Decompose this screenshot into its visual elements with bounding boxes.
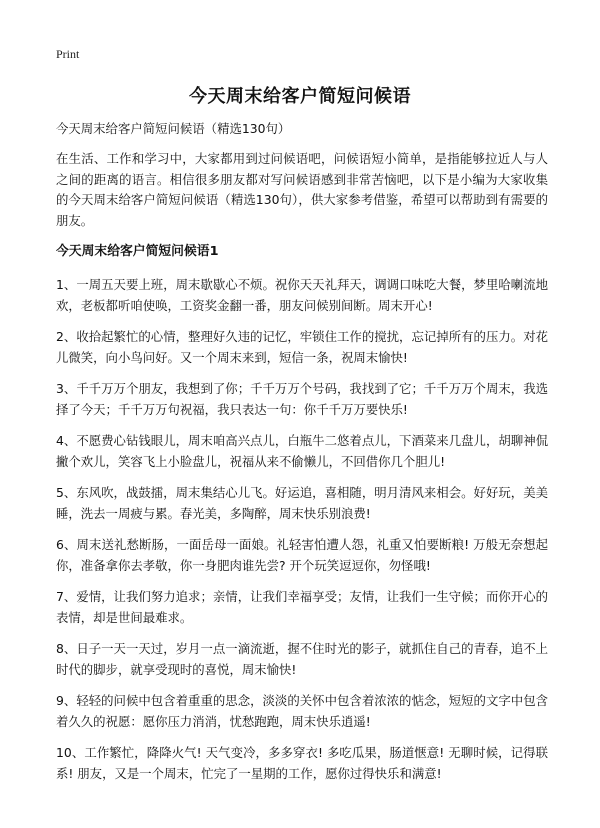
greeting-item-9: 9、轻轻的问候中包含着重重的思念，淡淡的关怀中包含着浓浓的惦念，短短的文字中包含着久久的祝愿：愿你压力消消，忧愁跑跑，周末快乐逍遥! bbox=[56, 693, 548, 729]
greeting-item-8: 8、日子一天一天过，岁月一点一滴流逝，握不住时光的影子，就抓住自己的青春，追不上时代的脚步，就享受现时的喜悦，周末愉快! bbox=[56, 641, 548, 677]
greeting-item-7: 7、爱情，让我们努力追求；亲情，让我们幸福享受；友情，让我们一生守候；而你开心的表情，却是世间最难求。 bbox=[56, 589, 548, 625]
article-subtitle: 今天周末给客户简短问候语（精选130句） bbox=[56, 121, 291, 136]
greeting-item-4: 4、不愿费心钻钱眼儿，周末咱高兴点儿，白瓶牛二悠着点儿，下酒菜来几盘儿，胡聊神侃撇个欢儿，笑容飞上小脸盘儿，祝福从来不偷懒儿，不回借你几个胆儿! bbox=[56, 433, 548, 469]
greeting-item-10: 10、工作繁忙，降降火气! 天气变冷，多多穿衣! 多吃瓜果，肠道惬意! 无聊时候，记得联系! 朋友，又是一个周末，忙完了一星期的工作，愿你过得快乐和满意! bbox=[56, 745, 548, 781]
greeting-item-3: 3、千千万万个朋友，我想到了你；千千万万个号码，我找到了它；千千万万个周末，我选择了今天；千千万万句祝福，我只表达一句：你千千万万要快乐! bbox=[56, 381, 548, 417]
greeting-item-6: 6、周末送礼愁断肠，一面岳母一面娘。礼轻害怕遭人怨，礼重又怕要断粮! 万般无奈想起你，准备拿你去孝敬，你一身肥肉谁先尝? 开个玩笑逗逗你，勿怪哦! bbox=[56, 537, 548, 573]
article-body bbox=[56, 121, 548, 795]
greeting-item-1: 1、一周五天要上班，周末歇歇心不烦。祝你天天礼拜天，调调口味吃大餐，梦里哈喇流地欢，老板都听咱使唤，工资奖金翻一番，朋友问候别间断。周末开心! bbox=[56, 277, 548, 313]
greeting-item-2: 2、收拾起繁忙的心情，整理好久违的记忆，牢锁住工作的搅扰，忘记掉所有的压力。对花儿微笑，向小鸟问好。又一个周末来到，短信一条，祝周末愉快! bbox=[56, 329, 548, 365]
greeting-item-5: 5、东风吹，战鼓擂，周末集结心儿飞。好运追，喜相随，明月清风来相会。好好玩，美美睡，洗去一周疲与累。春光美，多陶醉，周末快乐别浪费! bbox=[56, 485, 548, 521]
page-title: 今天周末给客户简短问候语 bbox=[189, 86, 411, 107]
print-link[interactable]: Print bbox=[56, 47, 80, 61]
intro-paragraph: 在生活、工作和学习中，大家都用到过问候语吧，问候语短小简单，是指能够拉近人与人之间的距离的语言。相信很多朋友都对写问候语感到非常苦恼吧，以下是小编为大家收集的今天周末给客户简短问候语（精选130句），供大家参考借鉴，希望可以帮助到有需要的朋友。 bbox=[56, 151, 548, 228]
greeting-list bbox=[56, 275, 548, 784]
section-heading: 今天周末给客户简短问候语1 bbox=[56, 244, 219, 259]
